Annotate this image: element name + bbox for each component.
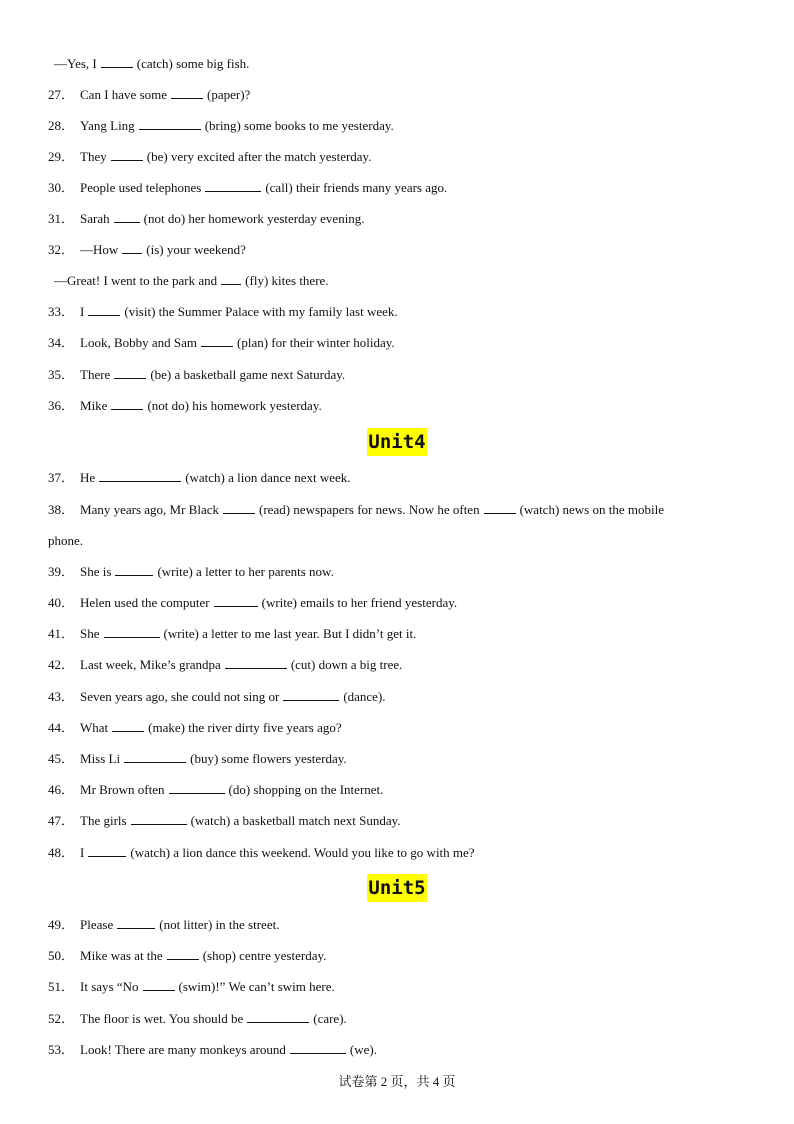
question-line xyxy=(48,501,754,519)
question-text: Seven years ago, she could not sing or xyxy=(80,689,280,704)
question-number: 39． xyxy=(48,564,75,579)
question-text: Last week, Mike’s grandpa xyxy=(80,657,221,672)
question-text: —How xyxy=(80,242,119,257)
answer-blank[interactable] xyxy=(101,55,133,68)
answer-blank[interactable] xyxy=(201,334,233,347)
question-number: 27． xyxy=(48,87,75,102)
answer-blank[interactable] xyxy=(124,750,186,763)
question-text: Helen used the computer xyxy=(80,595,210,610)
question-hint: (visit) the Summer Palace with my family last week. xyxy=(124,304,398,319)
question-line xyxy=(48,148,754,166)
question-number: 30． xyxy=(48,180,75,195)
question-text: I xyxy=(80,845,85,860)
question-line xyxy=(48,86,754,104)
answer-blank[interactable] xyxy=(114,210,140,223)
question-hint: (do) shopping on the Internet. xyxy=(228,782,384,797)
question-text: There xyxy=(80,367,111,382)
question-text: It says “No xyxy=(80,979,139,994)
question-line xyxy=(48,625,754,643)
answer-blank[interactable] xyxy=(223,501,255,514)
question-number: 38． xyxy=(48,502,75,517)
question-number: 43． xyxy=(48,689,75,704)
answer-blank[interactable] xyxy=(484,501,516,514)
answer-blank[interactable] xyxy=(143,978,175,991)
question-line xyxy=(48,272,754,290)
question-hint: (care). xyxy=(313,1011,347,1026)
question-hint: (write) a letter to me last year. But I didn’t get it. xyxy=(163,626,417,641)
answer-blank[interactable] xyxy=(169,781,225,794)
question-text: Look, Bobby and Sam xyxy=(80,335,198,350)
answer-blank[interactable] xyxy=(88,303,120,316)
question-line xyxy=(48,117,754,135)
question-number: 49． xyxy=(48,917,75,932)
answer-blank[interactable] xyxy=(283,688,339,701)
question-text: The floor is wet. You should be xyxy=(80,1011,244,1026)
question-text: —Great! I went to the park and xyxy=(54,273,218,288)
answer-blank[interactable] xyxy=(99,469,181,482)
question-line xyxy=(48,594,754,612)
answer-blank[interactable] xyxy=(139,117,201,130)
question-number: 46． xyxy=(48,782,75,797)
question-number: 31． xyxy=(48,211,75,226)
question-line xyxy=(48,366,754,384)
answer-blank[interactable] xyxy=(205,179,261,192)
answer-blank[interactable] xyxy=(221,272,241,285)
page-footer: 试卷第 2 页，共 4 页 xyxy=(338,1074,456,1089)
question-hint: (not do) his homework yesterday. xyxy=(147,398,322,413)
question-text: Mr Brown often xyxy=(80,782,165,797)
question-line xyxy=(48,844,754,862)
question-line xyxy=(48,532,754,550)
question-line xyxy=(48,334,754,352)
question-line xyxy=(48,688,754,706)
answer-blank[interactable] xyxy=(111,148,143,161)
question-hint: (not litter) in the street. xyxy=(159,917,280,932)
question-number: 29． xyxy=(48,149,75,164)
question-text: Mike was at the xyxy=(80,948,163,963)
question-number: 28． xyxy=(48,118,75,133)
question-hint: (shop) centre yesterday. xyxy=(202,948,327,963)
question-hint: (we). xyxy=(349,1042,377,1057)
question-text: Please xyxy=(80,917,114,932)
question-text: phone. xyxy=(48,533,84,548)
answer-blank[interactable] xyxy=(131,812,187,825)
question-number: 42． xyxy=(48,657,75,672)
unit-heading xyxy=(0,428,794,458)
answer-blank[interactable] xyxy=(117,916,155,929)
question-text: Sarah xyxy=(80,211,110,226)
question-text: People used telephones xyxy=(80,180,202,195)
question-hint: (swim)!” We can’t swim here. xyxy=(178,979,335,994)
answer-blank[interactable] xyxy=(111,397,143,410)
answer-blank[interactable] xyxy=(214,594,258,607)
question-line xyxy=(48,303,754,321)
question-line xyxy=(48,719,754,737)
question-text: She is xyxy=(80,564,112,579)
question-line xyxy=(48,469,754,487)
question-line xyxy=(48,210,754,228)
question-hint: (fly) kites there. xyxy=(245,273,329,288)
question-text: Look! There are many monkeys around xyxy=(80,1042,286,1057)
answer-blank[interactable] xyxy=(225,656,287,669)
question-line xyxy=(48,241,754,259)
question-number: 32． xyxy=(48,242,75,257)
answer-blank[interactable] xyxy=(88,844,126,857)
answer-blank[interactable] xyxy=(247,1010,309,1023)
question-text: They xyxy=(80,149,107,164)
question-number: 41． xyxy=(48,626,75,641)
question-text: Yang Ling xyxy=(80,118,135,133)
question-hint: (write) emails to her friend yesterday. xyxy=(261,595,458,610)
question-number: 40． xyxy=(48,595,75,610)
question-line xyxy=(48,1010,754,1028)
question-hint: (catch) some big fish. xyxy=(136,56,250,71)
question-hint: (read) newspapers for news. Now he often xyxy=(259,502,480,517)
question-line xyxy=(48,781,754,799)
question-hint: (is) your weekend? xyxy=(146,242,246,257)
question-hint: (paper)? xyxy=(207,87,251,102)
question-number: 45． xyxy=(48,751,75,766)
question-line xyxy=(48,812,754,830)
question-text: —Yes, I xyxy=(54,56,97,71)
question-hint: (make) the river dirty five years ago? xyxy=(148,720,342,735)
question-number: 48． xyxy=(48,845,75,860)
question-number: 50． xyxy=(48,948,75,963)
question-line xyxy=(48,750,754,768)
question-text: She xyxy=(80,626,100,641)
answer-blank[interactable] xyxy=(104,625,160,638)
question-line xyxy=(48,978,754,996)
question-text: Can I have some xyxy=(80,87,168,102)
question-text: What xyxy=(80,720,109,735)
unit5-heading: Unit5 xyxy=(367,874,426,902)
question-number: 44． xyxy=(48,720,75,735)
answer-blank[interactable] xyxy=(171,86,203,99)
question-number: 51． xyxy=(48,979,75,994)
question-hint: (watch) a lion dance next week. xyxy=(185,470,351,485)
answer-blank[interactable] xyxy=(115,563,153,576)
question-text: I xyxy=(80,304,85,319)
question-line xyxy=(48,397,754,415)
question-hint: (write) a letter to her parents now. xyxy=(157,564,334,579)
question-hint: (call) their friends many years ago. xyxy=(265,180,448,195)
question-text: Many years ago, Mr Black xyxy=(80,502,220,517)
question-hint: (be) a basketball game next Saturday. xyxy=(150,367,346,382)
question-hint: (dance). xyxy=(343,689,386,704)
question-line xyxy=(48,656,754,674)
question-text: He xyxy=(80,470,96,485)
question-text: The girls xyxy=(80,813,127,828)
answer-blank[interactable] xyxy=(290,1041,346,1054)
question-line xyxy=(48,179,754,197)
question-text: Miss Li xyxy=(80,751,121,766)
question-hint: (watch) news on the mobile xyxy=(519,502,664,517)
question-number: 33． xyxy=(48,304,75,319)
answer-blank[interactable] xyxy=(114,366,146,379)
question-text: Mike xyxy=(80,398,108,413)
question-number: 35． xyxy=(48,367,75,382)
question-hint: (be) very excited after the match yesterday. xyxy=(146,149,372,164)
answer-blank[interactable] xyxy=(122,241,142,254)
unit-heading xyxy=(0,874,794,904)
question-number: 53． xyxy=(48,1042,75,1057)
question-number: 37． xyxy=(48,470,75,485)
question-line xyxy=(48,55,754,73)
question-number: 52． xyxy=(48,1011,75,1026)
question-hint: (cut) down a big tree. xyxy=(290,657,403,672)
question-number: 34． xyxy=(48,335,75,350)
question-line xyxy=(48,947,754,965)
question-line xyxy=(48,1041,754,1059)
question-number: 36． xyxy=(48,398,75,413)
answer-blank[interactable] xyxy=(112,719,144,732)
question-hint: (not do) her homework yesterday evening. xyxy=(143,211,365,226)
question-hint: (buy) some flowers yesterday. xyxy=(190,751,347,766)
question-line xyxy=(48,916,754,934)
question-number: 47． xyxy=(48,813,75,828)
question-hint: (bring) some books to me yesterday. xyxy=(204,118,394,133)
question-hint: (watch) a lion dance this weekend. Would you like to go with me? xyxy=(130,845,475,860)
question-hint: (watch) a basketball match next Sunday. xyxy=(190,813,401,828)
answer-blank[interactable] xyxy=(167,947,199,960)
question-line xyxy=(48,563,754,581)
unit4-heading: Unit4 xyxy=(367,428,426,456)
question-hint: (plan) for their winter holiday. xyxy=(237,335,395,350)
